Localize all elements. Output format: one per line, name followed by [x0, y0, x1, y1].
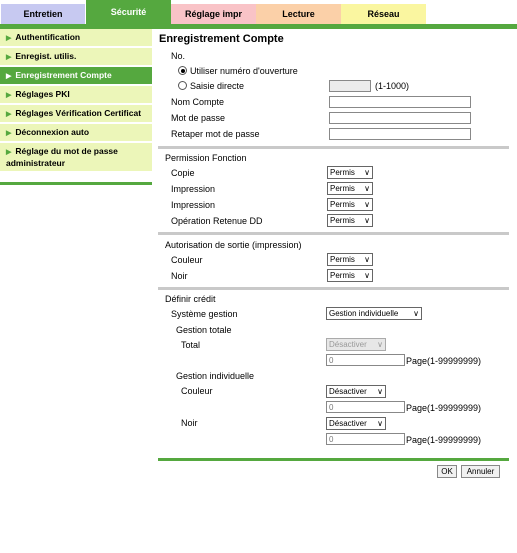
systeme-gestion-label: Système gestion [171, 309, 238, 319]
tab-securite[interactable]: Sécurité [86, 0, 171, 24]
radio-direct-label: Saisie directe [190, 81, 245, 91]
permission-section-title: Permission Fonction [165, 153, 247, 163]
section-divider [158, 146, 509, 149]
credit-couleur-label: Couleur [181, 386, 213, 396]
chevron-down-icon: ∨ [364, 168, 370, 177]
radio-icon[interactable] [178, 81, 187, 90]
page-title: Enregistrement Compte [159, 33, 284, 45]
output-couleur-label: Couleur [171, 255, 203, 265]
section-divider [158, 287, 509, 290]
noir-page-range: Page(1-99999999) [406, 435, 482, 445]
radio-auto-number[interactable] [178, 66, 298, 76]
retype-password-input[interactable] [329, 128, 471, 140]
arrow-icon: ▶ [6, 54, 12, 61]
chevron-down-icon: ∨ [364, 184, 370, 193]
operation-retenue-label: Opération Retenue DD [171, 216, 263, 226]
radio-selected-icon[interactable] [178, 66, 187, 75]
chevron-down-icon: ∨ [377, 419, 383, 428]
sidebar-item-label: Réglage du mot de passe administrateur [6, 146, 118, 168]
sidebar-item-deconnexion-auto[interactable] [0, 124, 152, 143]
range-hint: (1-1000) [375, 81, 410, 91]
output-section-title: Autorisation de sortie (impression) [165, 240, 302, 250]
arrow-icon: ▶ [6, 35, 12, 42]
arrow-icon: ▶ [6, 130, 12, 137]
password-input[interactable] [329, 112, 471, 124]
sidebar-item-label: Enregist. utilis. [15, 51, 77, 61]
sidebar-item-label: Réglages PKI [15, 89, 70, 99]
copie-label: Copie [171, 168, 195, 178]
credit-noir-label: Noir [181, 418, 198, 428]
impression-select-2[interactable]: Permis ∨ [327, 198, 373, 211]
impression-label-2: Impression [171, 200, 216, 210]
tab-lecture[interactable]: Lecture [256, 4, 341, 24]
chevron-down-icon: ∨ [364, 255, 370, 264]
couleur-pages-input[interactable]: 0 [326, 401, 405, 413]
impression-label-1: Impression [171, 184, 216, 194]
credit-noir-select[interactable]: Désactiver ∨ [326, 417, 386, 430]
sidebar-item-enregistrement-compte[interactable] [0, 67, 152, 86]
sidebar [0, 29, 152, 173]
arrow-icon: ▶ [6, 149, 12, 156]
tab-reglage-impr[interactable]: Réglage impr [171, 4, 256, 24]
sidebar-item-label: Réglages Vérification Certificat [15, 108, 142, 118]
chevron-down-icon: ∨ [364, 216, 370, 225]
radio-auto-label: Utiliser numéro d'ouverture [190, 66, 298, 76]
section-divider [158, 232, 509, 235]
radio-direct-entry[interactable] [178, 81, 244, 91]
form-bottom-rule [158, 458, 509, 461]
gestion-individuelle-label: Gestion individuelle [176, 371, 255, 381]
sidebar-item-reglages-pki[interactable] [0, 86, 152, 105]
chevron-down-icon: ∨ [377, 340, 383, 349]
nom-compte-input[interactable] [329, 96, 471, 108]
direct-number-input[interactable] [329, 80, 371, 92]
chevron-down-icon: ∨ [413, 309, 419, 318]
credit-couleur-select[interactable]: Désactiver ∨ [326, 385, 386, 398]
total-pages-input[interactable]: 0 [326, 354, 405, 366]
arrow-icon: ▶ [6, 111, 12, 118]
total-select[interactable]: Désactiver ∨ [326, 338, 386, 351]
sidebar-item-verification-certificat[interactable] [0, 105, 152, 124]
sidebar-bottom-rule [0, 182, 152, 185]
arrow-icon: ▶ [6, 73, 12, 80]
gestion-totale-label: Gestion totale [176, 325, 232, 335]
chevron-down-icon: ∨ [364, 271, 370, 280]
sidebar-item-label: Déconnexion auto [15, 127, 90, 137]
password-label: Mot de passe [171, 113, 226, 123]
sidebar-item-label: Authentification [15, 32, 81, 42]
output-couleur-select[interactable]: Permis ∨ [327, 253, 373, 266]
tab-entretien[interactable]: Entretien [1, 4, 85, 24]
ok-button[interactable]: OK [437, 465, 457, 478]
tab-reseau[interactable]: Réseau [341, 4, 426, 24]
couleur-page-range: Page(1-99999999) [406, 403, 482, 413]
no-label: No. [171, 51, 186, 61]
sidebar-item-authentification[interactable] [0, 29, 152, 48]
credit-section-title: Définir crédit [165, 294, 216, 304]
total-page-range: Page(1-99999999) [406, 356, 482, 366]
noir-pages-input[interactable]: 0 [326, 433, 405, 445]
nom-compte-label: Nom Compte [171, 97, 225, 107]
retype-password-label: Retaper mot de passe [171, 129, 260, 139]
output-noir-label: Noir [171, 271, 188, 281]
output-noir-select[interactable]: Permis ∨ [327, 269, 373, 282]
total-label: Total [181, 340, 201, 350]
sidebar-item-label: Enregistrement Compte [15, 70, 112, 80]
chevron-down-icon: ∨ [364, 200, 370, 209]
systeme-gestion-select[interactable]: Gestion individuelle ∨ [326, 307, 422, 320]
chevron-down-icon: ∨ [377, 387, 383, 396]
operation-retenue-select[interactable]: Permis ∨ [327, 214, 373, 227]
arrow-icon: ▶ [6, 92, 12, 99]
impression-select-1[interactable]: Permis ∨ [327, 182, 373, 195]
cancel-button[interactable]: Annuler [461, 465, 500, 478]
sidebar-item-enregist-utilis[interactable] [0, 48, 152, 67]
copie-select[interactable]: Permis ∨ [327, 166, 373, 179]
sidebar-item-mot-de-passe-admin[interactable] [0, 143, 152, 173]
